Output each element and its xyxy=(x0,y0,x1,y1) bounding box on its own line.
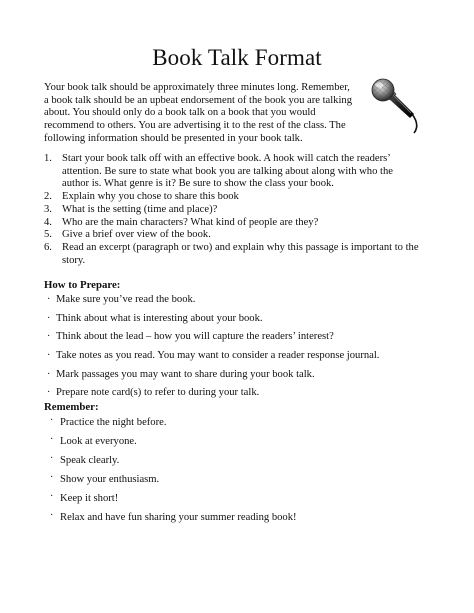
list-item-text: Make sure you’ve read the book. xyxy=(56,294,196,305)
bullet-icon: · xyxy=(47,387,51,399)
intro-line: about. You should only do a book talk on a book that you would xyxy=(44,107,316,119)
step-number: 6. xyxy=(44,241,52,253)
list-item xyxy=(44,204,454,217)
list-item-text: Keep it short! xyxy=(60,493,119,505)
list-item xyxy=(46,511,446,524)
list-item-text: Mark passages you may want to share during your book talk. xyxy=(56,368,315,380)
list-item-text: Take notes as you read. You may want to consider a reader response journal. xyxy=(56,350,380,362)
intro-line: following information should be presented in your book talk. xyxy=(44,132,303,144)
bullet-icon: · xyxy=(50,510,54,522)
intro-line: a book talk should be an upbeat endorsement of the book you are talking xyxy=(44,94,353,106)
bullet-icon: · xyxy=(47,312,51,324)
prepare-heading: How to Prepare: xyxy=(44,279,121,291)
intro-line: recommend to others. You are advertising it to the rest of the class. The xyxy=(44,120,346,132)
steps-list xyxy=(44,153,454,267)
step-number: 1. xyxy=(44,153,52,164)
list-item xyxy=(44,293,444,306)
step-number: 3. xyxy=(44,203,52,215)
list-item-text: Show your enthusiasm. xyxy=(60,474,160,486)
list-item xyxy=(44,330,444,343)
list-item-text: Think about what is interesting about your book. xyxy=(56,312,263,324)
prepare-list xyxy=(44,293,444,405)
intro-paragraph xyxy=(44,82,366,146)
step-line: Start your book talk off with an effective book. A hook will catch the readers’ xyxy=(62,153,391,164)
step-line: Explain why you chose to share this book xyxy=(62,191,239,203)
list-item xyxy=(44,349,444,362)
list-item xyxy=(46,454,446,467)
list-item xyxy=(44,229,454,242)
bullet-icon: · xyxy=(50,434,54,446)
step-number: 4. xyxy=(44,216,52,228)
list-item xyxy=(44,242,454,267)
list-item xyxy=(44,386,444,399)
step-line: What is the setting (time and place)? xyxy=(62,203,218,215)
remember-list xyxy=(46,416,446,531)
step-line: Read an excerpt (paragraph or two) and explain why this passage is important to the xyxy=(62,241,419,253)
bullet-icon: · xyxy=(50,415,54,426)
step-number: 5. xyxy=(44,229,52,241)
list-item-text: Prepare note card(s) to refer to during your talk. xyxy=(56,387,260,399)
microphone-icon xyxy=(368,76,424,134)
list-item-text: Think about the lead – how you will capture the readers’ interest? xyxy=(56,331,334,343)
list-item xyxy=(46,416,446,429)
step-line: Give a brief over view of the book. xyxy=(62,229,211,241)
list-item-text: Relax and have fun sharing your summer reading book! xyxy=(60,512,297,524)
bullet-icon: · xyxy=(47,294,51,305)
list-item xyxy=(44,312,444,325)
bullet-icon: · xyxy=(50,472,54,484)
list-item xyxy=(44,153,454,191)
list-item xyxy=(46,492,446,505)
step-number: 2. xyxy=(44,191,52,203)
step-line: story. xyxy=(62,254,86,266)
list-item xyxy=(46,435,446,448)
bullet-icon: · xyxy=(50,491,54,503)
step-line: attention. Be sure to state what book you are talking about along with who the xyxy=(62,165,393,177)
step-line: Who are the main characters? What kind of people are they? xyxy=(62,216,319,228)
list-item-text: Speak clearly. xyxy=(60,455,120,467)
list-item xyxy=(44,217,454,230)
list-item-text: Practice the night before. xyxy=(60,417,167,428)
list-item xyxy=(46,473,446,486)
page-title: Book Talk Format xyxy=(152,45,322,70)
bullet-icon: · xyxy=(47,331,51,343)
step-line: author is. What genre is it? Be sure to show the class your book. xyxy=(62,178,334,190)
list-item xyxy=(44,191,454,204)
remember-heading: Remember: xyxy=(44,401,99,413)
intro-line: Your book talk should be approximately three minutes long. Remember, xyxy=(44,82,350,93)
list-item-text: Look at everyone. xyxy=(60,436,137,448)
list-item xyxy=(44,368,444,381)
bullet-icon: · xyxy=(47,350,51,362)
bullet-icon: · xyxy=(47,368,51,380)
bullet-icon: · xyxy=(50,453,54,465)
